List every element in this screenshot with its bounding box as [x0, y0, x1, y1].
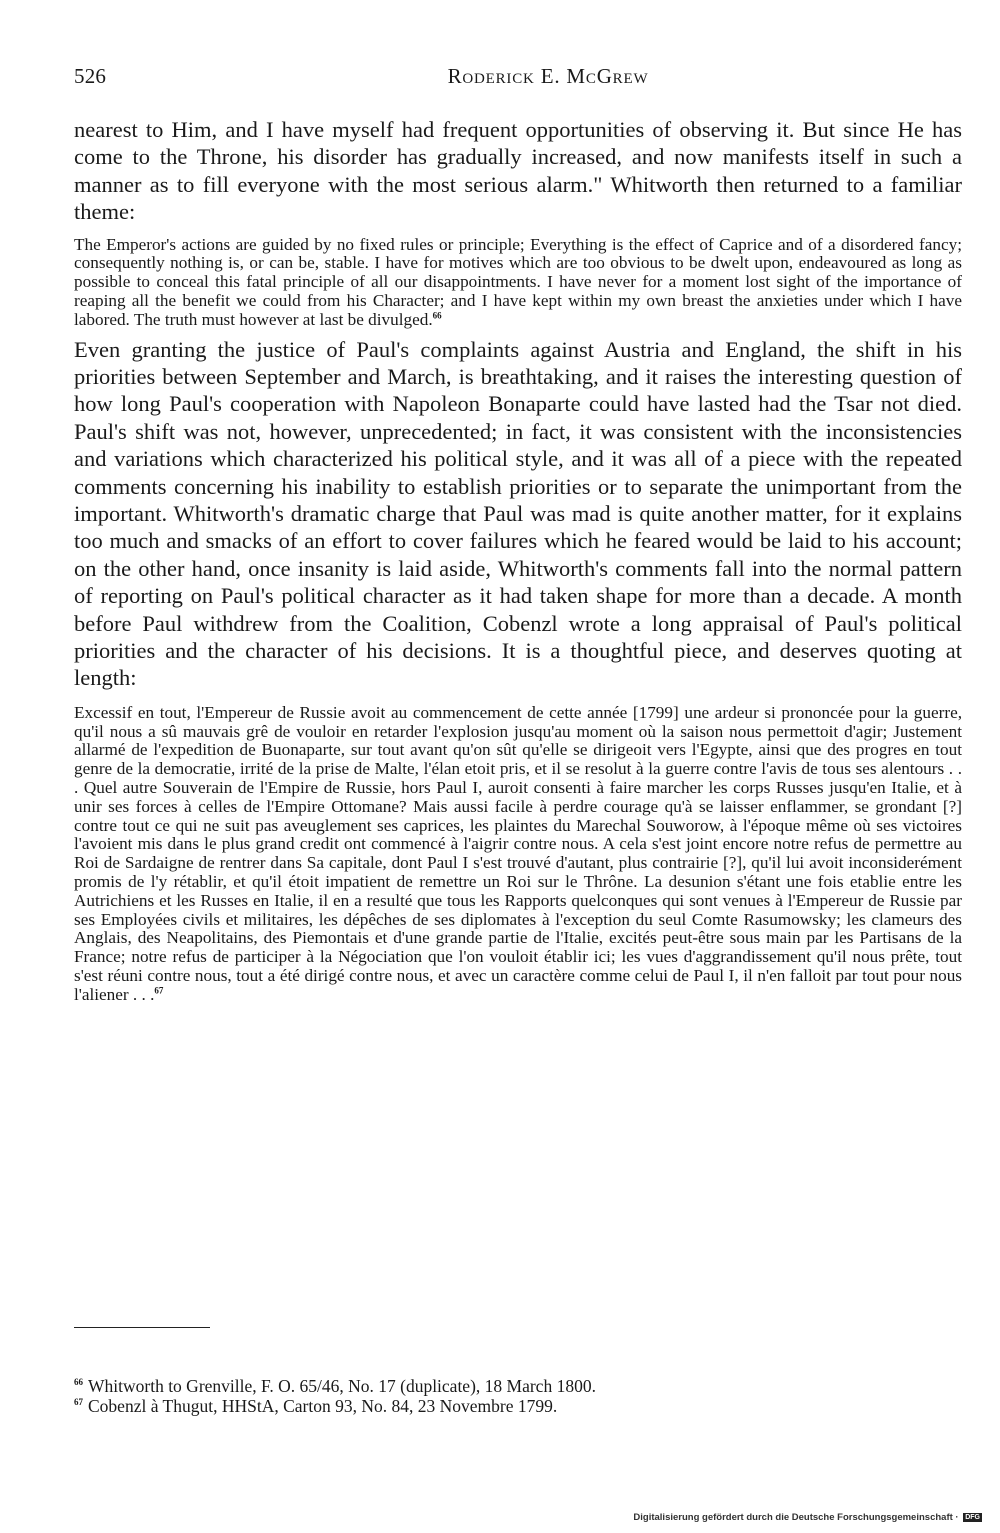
footnote-ref-66[interactable]: 66 [432, 310, 442, 321]
footnote-text: Cobenzl à Thugut, HHStA, Carton 93, No. 84, 23 Novembre 1799. [88, 1396, 558, 1416]
footnote-text: Whitworth to Grenville, F. O. 65/46, No. 17 (duplicate), 18 March 1800. [88, 1376, 596, 1396]
block-quote-text: Excessif en tout, l'Empereur de Russie avoit au commencement de cette année [1799] une ardeur si prononcée pour la guerre, qu'il nous a sû mauvais grê de vouloir en retarder l'explosion jusqu'au moment où la saison nous permettoit d'agir; Justement allarmé de l'expedition de Buonaparte, sur tout avant qu'on sût qu'elle se dirigeoit vers l'Egypte, ainsi que des progres en tout genre de la democratie, irrité de la prise de Malte, l'élan etoit pris, et il se resolut à la guerre contre l'avis de tous ses alentours . . . Quel autre Souverain de l'Empire de Russie, hors Paul I, auroit consenti à faire marcher les corps Russes jusqu'en Italie, et à unir ses forces à celles de l'Empire Ottomane? Mais aussi facile à perdre courage qu'à se laisser enflammer, se grondant [?] contre tout ce qui ne suit pas aveuglement ses caprices, les plaintes du Marechal Souworow, à l'époque même où ses victoires l'avoient mis dans le plus grand credit ont commencé à l'aigrir contre nous. A cela s'est joint encore notre refus de permettre au Roi de Sardaigne de rentrer dans Sa capitale, dont Paul I s'est trouvé d'autant, plus contrairie [?], qu'il lui avoit inconsiderément promis de l'y rétablir, et qu'il étoit impatient de remettre un Roi sur le Thrône. La desunion s'étant une fois etablie entre les Autrichiens et les Russes en Italie, il en a resulté que tous les Rapports quelconques qui sont venues à l'Empereur de Russie par ses Employées civils et militaires, les dépêches de ses diplomates à l'exception du seul Comte Rasumowsky; les clameurs des Anglais, des Neapolitains, des Piemontais et d'une grande partie de l'Italie, excités peut-être sous main par les Partisans de la France; notre refus de participer à la Négociation que l'on vouloit établir ici; les vues d'aggrandissement qu'il nous prête, tout s'est réuni contre nous, tout a été dirigé contre nous, et avec un caractère comme celui de Paul I, il n'en falloit par tout pour nous l'aliener . . . [74, 702, 962, 1004]
dfg-logo: DFG [965, 1513, 980, 1521]
paragraph-2: Even granting the justice of Paul's complaints against Austria and England, the shift in his priorities between September and March, is breathtaking, and it raises the interesting question of how long Paul's cooperation with Napoleon Bonaparte could have lasted had the Tsar not died. Paul's shift was not, however, unprecedented; in fact, it was consistent with the inconsistencies and variations which characterized his political style, and it was all of a piece with the repeated comments concerning his inability to establish priorities or to separate the unimportant from the important. Whitworth's dramatic charge that Paul was mad is quite another matter, for it explains too much and smacks of an effort to cover failures which he feared would be laid to his account; on the other hand, once insanity is laid aside, Whitworth's comments fall into the normal pattern of reporting on Paul's political character as it had taken shape for more than a decade. A month before Paul withdrew from the Coalition, Cobenzl wrote a long appraisal of Paul's political priorities and the character of his decisions. It is a thoughtful piece, and deserves quoting at length: [74, 336, 962, 691]
block-quote-text: The Emperor's actions are guided by no fixed rules or principle; Everything is the effect of Caprice and of a disordered fancy; consequently nothing is, or can be, stable. I have for motives which are too obvious to be dwelt upon, endeavoured as long as possible to conceal this fatal principle of all our disappointments. I have never for a moment lost sight of the importance of reaping all the benefit we could from his Character; and I have kept within my own breast the anxieties under which I have labored. The truth must however at last be divulged. [74, 234, 962, 329]
digitization-credit [633, 1512, 982, 1523]
page-content [74, 64, 962, 1005]
credit-text: Digitalisierung gefördert durch die Deutsche Forschungsgemeinschaft · [633, 1512, 959, 1523]
footnotes [74, 1376, 962, 1416]
block-quote-whitworth [74, 236, 962, 330]
footnote-rule [74, 1327, 210, 1328]
footnote-number: 66 [74, 1377, 83, 1388]
footnote-67 [74, 1396, 962, 1416]
paragraph-1: nearest to Him, and I have myself had frequent opportunities of observing it. But since He has come to the Throne, his disorder has gradually increased, and now manifests itself in such a manner as to fill everyone with the most serious alarm." Whitworth then returned to a familiar theme: [74, 117, 962, 225]
page-number: 526 [74, 64, 107, 88]
running-header [74, 64, 962, 94]
block-quote-cobenzl [74, 704, 962, 1005]
running-head-author: Roderick E. McGrew [447, 64, 649, 88]
footnote-ref-67[interactable]: 67 [154, 985, 164, 996]
footnote-66 [74, 1376, 962, 1396]
footnote-number: 67 [74, 1397, 83, 1408]
